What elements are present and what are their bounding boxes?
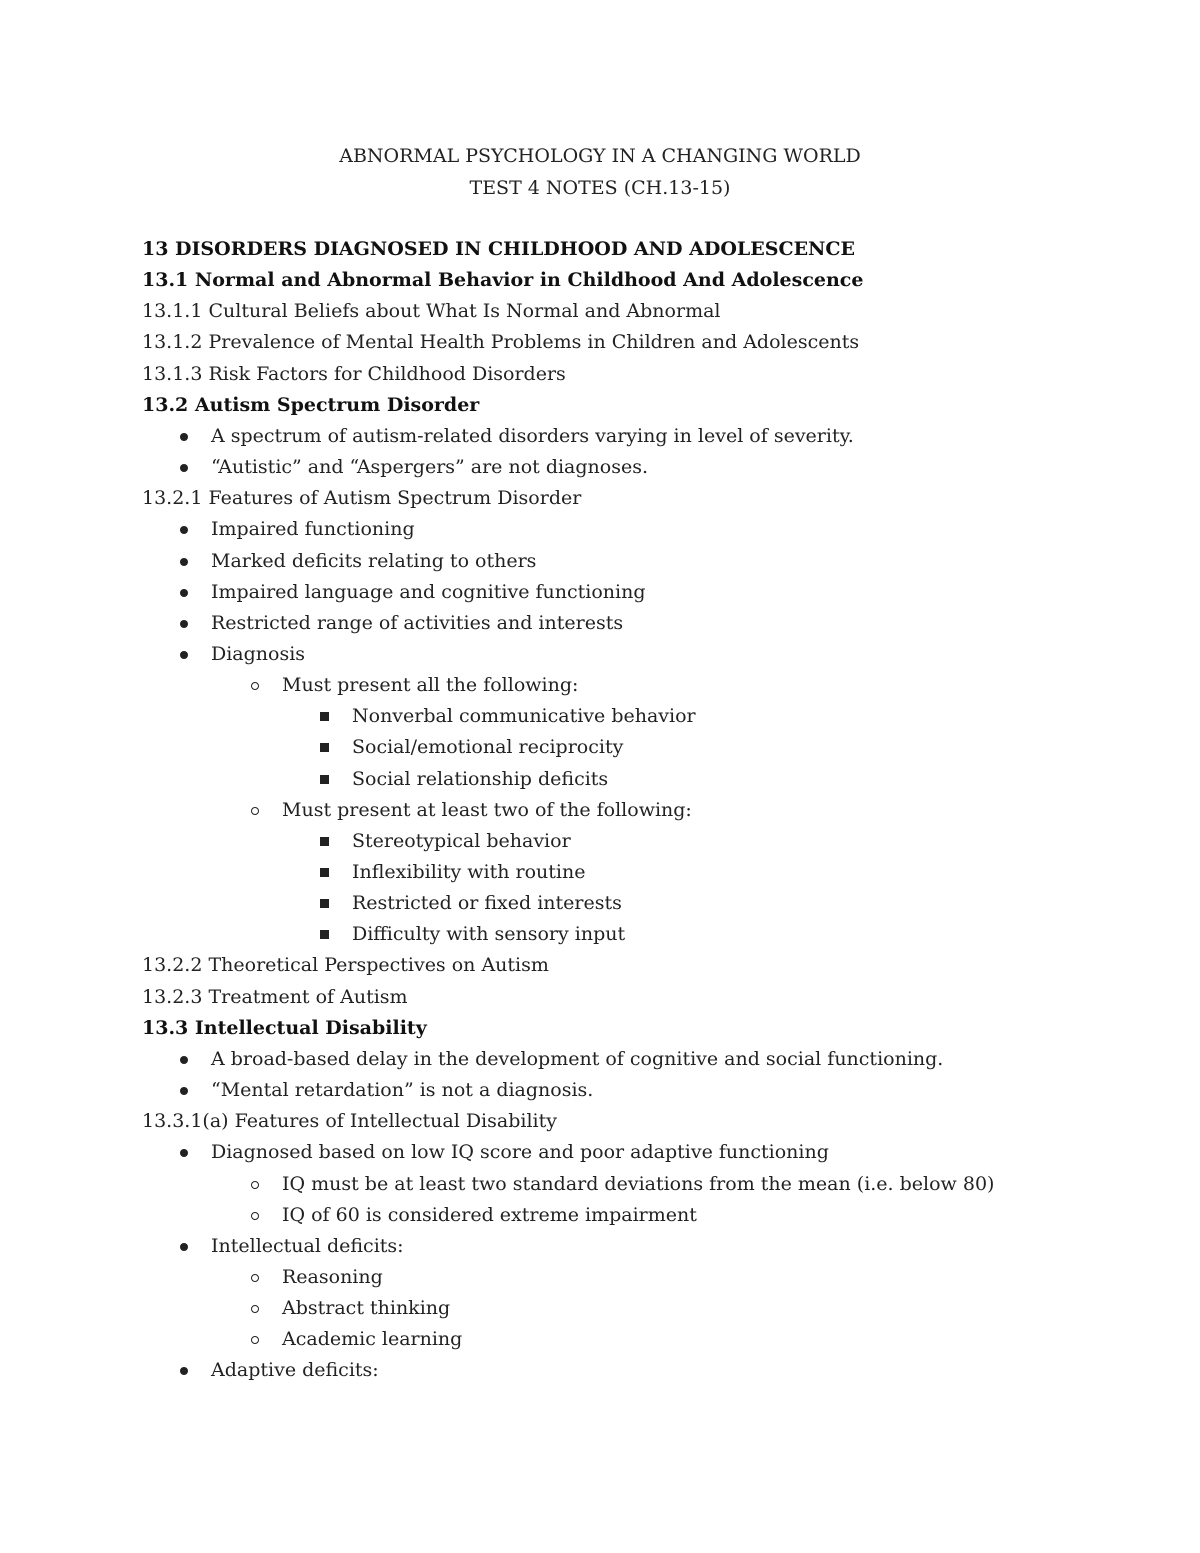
bullet-dot-icon — [180, 1056, 188, 1064]
list-item: Must present all the following: — [282, 674, 579, 697]
section-heading: 13.1 Normal and Abnormal Behavior in Childhood And Adolescence — [142, 269, 864, 292]
subsection-line: 13.2.3 Treatment of Autism — [142, 985, 408, 1008]
bullet-square-icon — [320, 712, 329, 721]
section-heading: 13 DISORDERS DIAGNOSED IN CHILDHOOD AND ADOLESCENCE — [142, 238, 856, 260]
list-item: Restricted or fixed interests — [352, 892, 622, 915]
subsection-line: 13.3.1(a) Features of Intellectual Disability — [142, 1110, 557, 1133]
list-item: Diagnosed based on low IQ score and poor adaptive functioning — [211, 1141, 829, 1164]
subsection-line: 13.1.1 Cultural Beliefs about What Is Normal and Abnormal — [142, 300, 721, 323]
list-item: Impaired functioning — [211, 518, 415, 541]
bullet-dot-icon — [180, 464, 188, 472]
list-item: Must present at least two of the following: — [282, 798, 692, 821]
list-item: Diagnosis — [211, 642, 306, 665]
bullet-square-icon — [320, 930, 329, 939]
list-item: A broad-based delay in the development of cognitive and social functioning. — [211, 1047, 944, 1070]
document-title: ABNORMAL PSYCHOLOGY IN A CHANGING WORLD — [339, 145, 861, 167]
subsection-line: 13.2.2 Theoretical Perspectives on Autism — [142, 954, 549, 977]
list-item: Academic learning — [282, 1328, 463, 1351]
bullet-square-icon — [320, 837, 329, 846]
bullet-dot-icon — [180, 589, 188, 597]
list-item: Impaired language and cognitive functioning — [211, 580, 646, 603]
bullet-circle-icon — [251, 807, 259, 815]
document-subtitle: TEST 4 NOTES (CH.13-15) — [469, 177, 731, 199]
subsection-line: 13.1.3 Risk Factors for Childhood Disorders — [142, 362, 566, 385]
list-item: IQ must be at least two standard deviations from the mean (i.e. below 80) — [282, 1172, 995, 1195]
bullet-dot-icon — [180, 1087, 188, 1095]
bullet-circle-icon — [251, 1212, 259, 1220]
list-item: Restricted range of activities and interests — [211, 611, 624, 634]
list-item: Difficulty with sensory input — [352, 923, 626, 946]
list-item: Nonverbal communicative behavior — [352, 705, 696, 728]
list-item: “Mental retardation” is not a diagnosis. — [211, 1079, 594, 1102]
list-item: “Autistic” and “Aspergers” are not diagnoses. — [211, 456, 649, 479]
bullet-dot-icon — [180, 1367, 188, 1375]
bullet-dot-icon — [180, 1149, 188, 1157]
bullet-dot-icon — [180, 1243, 188, 1251]
list-item: Inflexibility with routine — [352, 861, 586, 883]
section-heading: 13.2 Autism Spectrum Disorder — [142, 393, 480, 416]
bullet-dot-icon — [180, 651, 188, 659]
list-item: Intellectual deficits: — [211, 1234, 404, 1257]
list-item: Marked deficits relating to others — [211, 549, 537, 572]
list-item: Abstract thinking — [282, 1297, 451, 1320]
list-item: Stereotypical behavior — [352, 829, 571, 852]
list-item: Social relationship deficits — [352, 767, 609, 790]
bullet-circle-icon — [251, 1274, 259, 1282]
subsection-line: 13.2.1 Features of Autism Spectrum Disorder — [142, 487, 582, 510]
bullet-square-icon — [320, 775, 329, 784]
bullet-dot-icon — [180, 433, 188, 441]
bullet-circle-icon — [251, 682, 259, 690]
bullet-dot-icon — [180, 526, 188, 534]
bullet-circle-icon — [251, 1181, 259, 1189]
bullet-dot-icon — [180, 620, 188, 628]
bullet-square-icon — [320, 868, 329, 877]
list-item: Social/emotional reciprocity — [352, 736, 624, 759]
list-item: IQ of 60 is considered extreme impairment — [282, 1203, 697, 1226]
bullet-square-icon — [320, 743, 329, 752]
bullet-dot-icon — [180, 558, 188, 566]
list-item: Reasoning — [282, 1265, 383, 1288]
section-heading: 13.3 Intellectual Disability — [142, 1016, 427, 1039]
bullet-circle-icon — [251, 1336, 259, 1344]
list-item: A spectrum of autism-related disorders varying in level of severity. — [211, 424, 854, 447]
list-item: Adaptive deficits: — [211, 1359, 379, 1382]
bullet-square-icon — [320, 899, 329, 908]
subsection-line: 13.1.2 Prevalence of Mental Health Problems in Children and Adolescents — [142, 331, 860, 354]
bullet-circle-icon — [251, 1305, 259, 1313]
